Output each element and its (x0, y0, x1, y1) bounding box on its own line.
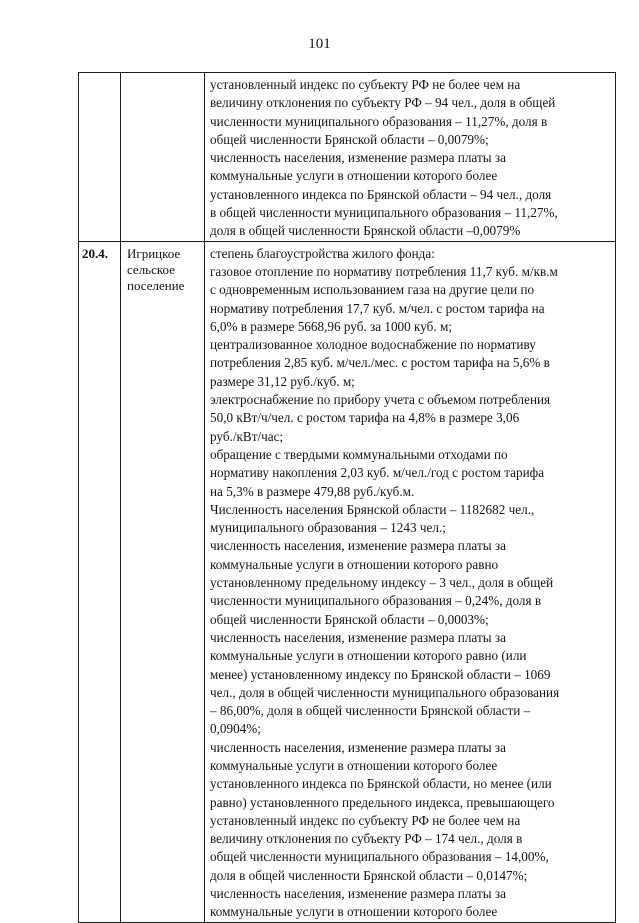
text-line: электроснабжение по прибору учета с объемом потребления (210, 392, 551, 408)
text-line: общей численности Брянской области – 0,0079%; (210, 131, 489, 147)
text-line: на 5,3% в размере 479,88 руб./куб.м. (210, 483, 415, 499)
text-line: 50,0 кВт/ч/чел. с ростом тарифа на 4,8% в размере 3,06 (210, 410, 520, 426)
text-line: нормативу накопления 2,03 куб. м/чел./год с ростом тарифа (210, 465, 545, 481)
text-line: потребления 2,85 куб. м/чел./мес. с ростом тарифа на 5,6% в (210, 355, 550, 371)
text-line: коммунальные услуги в отношении которого равно (или (210, 648, 527, 664)
table-row (79, 73, 616, 242)
text-line: чел., доля в общей численности муниципального образования (210, 684, 560, 700)
text-line: установленного индекса по Брянской области – 94 чел., доля (210, 186, 552, 202)
text-line: централизованное холодное водоснабжение по нормативу (210, 337, 536, 353)
text-line: величину отклонения по субъекту РФ – 174 чел., доля в (210, 831, 523, 847)
text-line: муниципального образования – 1243 чел.; (210, 520, 446, 536)
text-line: Численность населения Брянской области – 1182682 чел., (210, 501, 535, 517)
table-row (79, 241, 616, 922)
text-line: руб./кВт/час; (210, 428, 284, 444)
text-line: обращение с твердыми коммунальными отходами по (210, 446, 508, 462)
text-line: численность населения, изменение размера платы за (210, 739, 506, 755)
text-line: численность населения, изменение размера платы за (210, 629, 506, 645)
text-line: – 86,00%, доля в общей численности Брянской области – (210, 703, 531, 719)
description-cell (205, 241, 616, 922)
settlement-name-line: поселение (127, 277, 185, 293)
text-line: в общей численности муниципального образования – 11,27%, (210, 205, 558, 221)
text-line: установленный индекс по субъекту РФ не более чем на (210, 812, 521, 828)
row-number-cell: 20.4. (79, 241, 121, 922)
text-line: общей численности муниципального образования – 14,00%, (210, 849, 549, 865)
description-cell (205, 73, 616, 242)
text-line: численность населения, изменение размера платы за (210, 538, 506, 554)
text-line: численности муниципального образования – 11,27%, доля в (210, 113, 548, 129)
text-line: численности муниципального образования – 0,24%, доля в (210, 593, 542, 609)
text-line: величину отклонения по субъекту РФ – 94 чел., доля в общей (210, 95, 556, 111)
text-line: установленный индекс по субъекту РФ не более чем на (210, 77, 521, 92)
text-line: коммунальные услуги в отношении которого более (210, 168, 498, 184)
text-line: численность населения, изменение размера платы за (210, 886, 506, 902)
page-number: 101 (308, 36, 331, 52)
text-line: коммунальные услуги в отношении которого более (210, 904, 498, 920)
text-line: доля в общей численности Брянской области –0,0079% (210, 223, 521, 239)
text-line: 6,0% в размере 5668,96 руб. за 1000 куб. м; (210, 318, 452, 334)
text-line: доля в общей численности Брянской области – 0,0147%; (210, 867, 528, 883)
text-line: коммунальные услуги в отношении которого равно (210, 556, 499, 572)
text-line: общей численности Брянской области – 0,0003%; (210, 611, 489, 627)
text-line: 0,0904%; (210, 721, 261, 737)
text-line: менее) установленному индексу по Брянской области – 1069 (210, 666, 551, 682)
row-number-cell (79, 73, 121, 242)
settlement-name-cell (121, 241, 205, 922)
text-line: степень благоустройства жилого фонда: (210, 245, 435, 261)
text-line: с одновременным использованием газа на другие цели по (210, 282, 535, 298)
text-line: коммунальные услуги в отношении которого более (210, 757, 498, 773)
settlement-name-line: Игрицкое (127, 245, 181, 261)
text-line: размере 31,12 руб./куб. м; (210, 373, 355, 389)
settlement-name-cell (121, 73, 205, 242)
text-line: равно) установленного предельного индекса, превышающего (210, 794, 555, 810)
text-line: численность населения, изменение размера платы за (210, 150, 506, 166)
text-line: газовое отопление по нормативу потребления 11,7 куб. м/кв.м (210, 263, 558, 279)
document-table (78, 72, 616, 923)
settlement-name-line: сельское (127, 261, 175, 277)
text-line: установленного индекса по Брянской области, но менее (или (210, 776, 552, 792)
text-line: нормативу потребления 17,7 куб. м/чел. с ростом тарифа на (210, 300, 545, 316)
text-line: установленному предельному индексу – 3 чел., доля в общей (210, 575, 554, 591)
